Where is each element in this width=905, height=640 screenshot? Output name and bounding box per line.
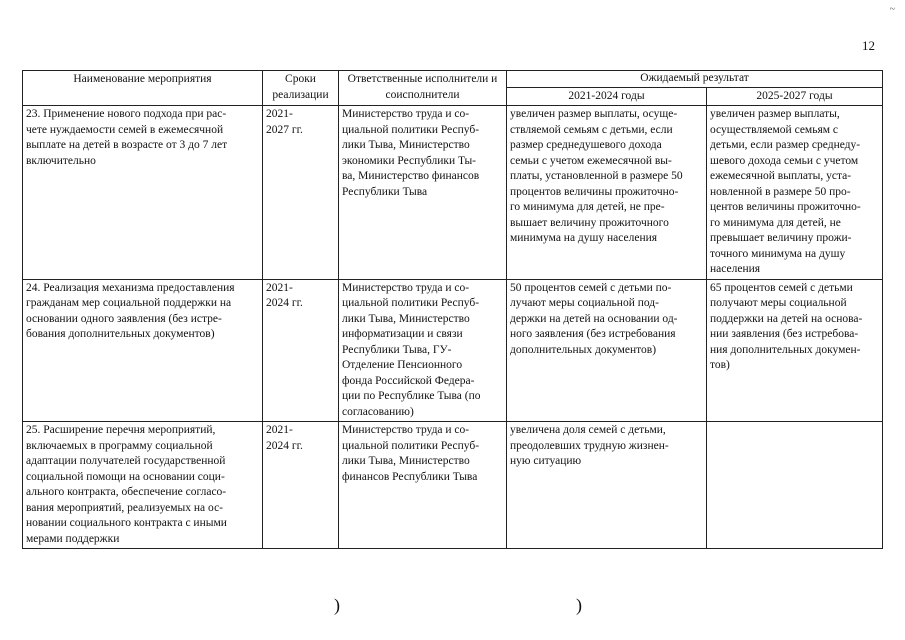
measures-table [22,70,883,549]
header-name: Наименование мероприятия [23,71,263,106]
row-terms: 2021- 2024 гг. [263,422,339,549]
row-result-2025-2027 [707,422,883,549]
row-name: 23. Применение нового подхода при рас- чете нуждаемости семей в ежемесячной выплате на детей в возрасте от 3 до 7 лет включительно [23,106,263,280]
row-terms: 2021- 2024 гг. [263,279,339,422]
row-responsible: Министерство труда и со- циальной политики Респуб- лики Тыва, Министерство экономики Республики Ты- ва, Министерство финансов Республики Тыва [339,106,507,280]
row-result-2025-2027: увеличен размер выплаты, осуществляемой семьям с детьми, если размер среднеду- шевого дохода семьи с учетом ежемесячной выплаты, уста- новленной в размере 50 про- центов величины прожиточно- го минимума для детей, не превышает величину прожи- точного минимума на душу населения [707,106,883,280]
row-responsible: Министерство труда и со- циальной политики Респуб- лики Тыва, Министерство финансов Республики Тыва [339,422,507,549]
header-responsible: Ответственные исполнители и соисполнители [339,71,507,106]
header-row [23,71,883,88]
table-row [23,422,883,549]
row-result-2025-2027: 65 процентов семей с детьми получают меры социальной поддержки на детей на основа- нии заявления (без истребова- ния дополнительных докумен- тов) [707,279,883,422]
row-name: 25. Расширение перечня мероприятий, включаемых в программу социальной адаптации получателей государственной социальной помощи на основании соци- ального контракта, обеспечение согласо- вания мероприятий, реализуемых на ос- новании социального контракта с иными мерами поддержки [23,422,263,549]
row-result-2021-2024: 50 процентов семей с детьми по- лучают меры социальной под- держки на детей на основании од- ного заявления (без истребования дополнительных документов) [507,279,707,422]
row-name: 24. Реализация механизма предоставления гражданам мер социальной поддержки на основании одного заявления (без истре- бования дополнительных документов) [23,279,263,422]
row-result-2021-2024: увеличен размер выплаты, осуще- ствляемой семьям с детьми, если размер среднедушевого дохода семьи с учетом ежемесячной вы- платы, установленной в размере 50 процентов величины прожиточно- го минимума для детей, не пре- вышает величину прожиточного минимума на душу населения [507,106,707,280]
handwritten-mark-right: ) [576,595,582,615]
row-responsible: Министерство труда и со- циальной политики Респуб- лики Тыва, Министерство информатизации и связи Республики Тыва, ГУ- Отделение Пенсионного фонда Российской Федера- ции по Республике Тыва (по согласованию) [339,279,507,422]
header-period-2025-2027: 2025-2027 годы [707,87,883,106]
header-period-2021-2024: 2021-2024 годы [507,87,707,106]
handwritten-mark-left: ) [334,595,340,615]
table-row [23,106,883,280]
header-expected: Ожидаемый результат [507,71,883,88]
header-terms: Сроки реализации [263,71,339,106]
row-result-2021-2024: увеличена доля семей с детьми, преодолевших трудную жизнен- ную ситуацию [507,422,707,549]
table-row [23,279,883,422]
row-terms: 2021- 2027 гг. [263,106,339,280]
page-number: 12 [862,38,875,53]
stray-mark: ~ [889,4,895,15]
